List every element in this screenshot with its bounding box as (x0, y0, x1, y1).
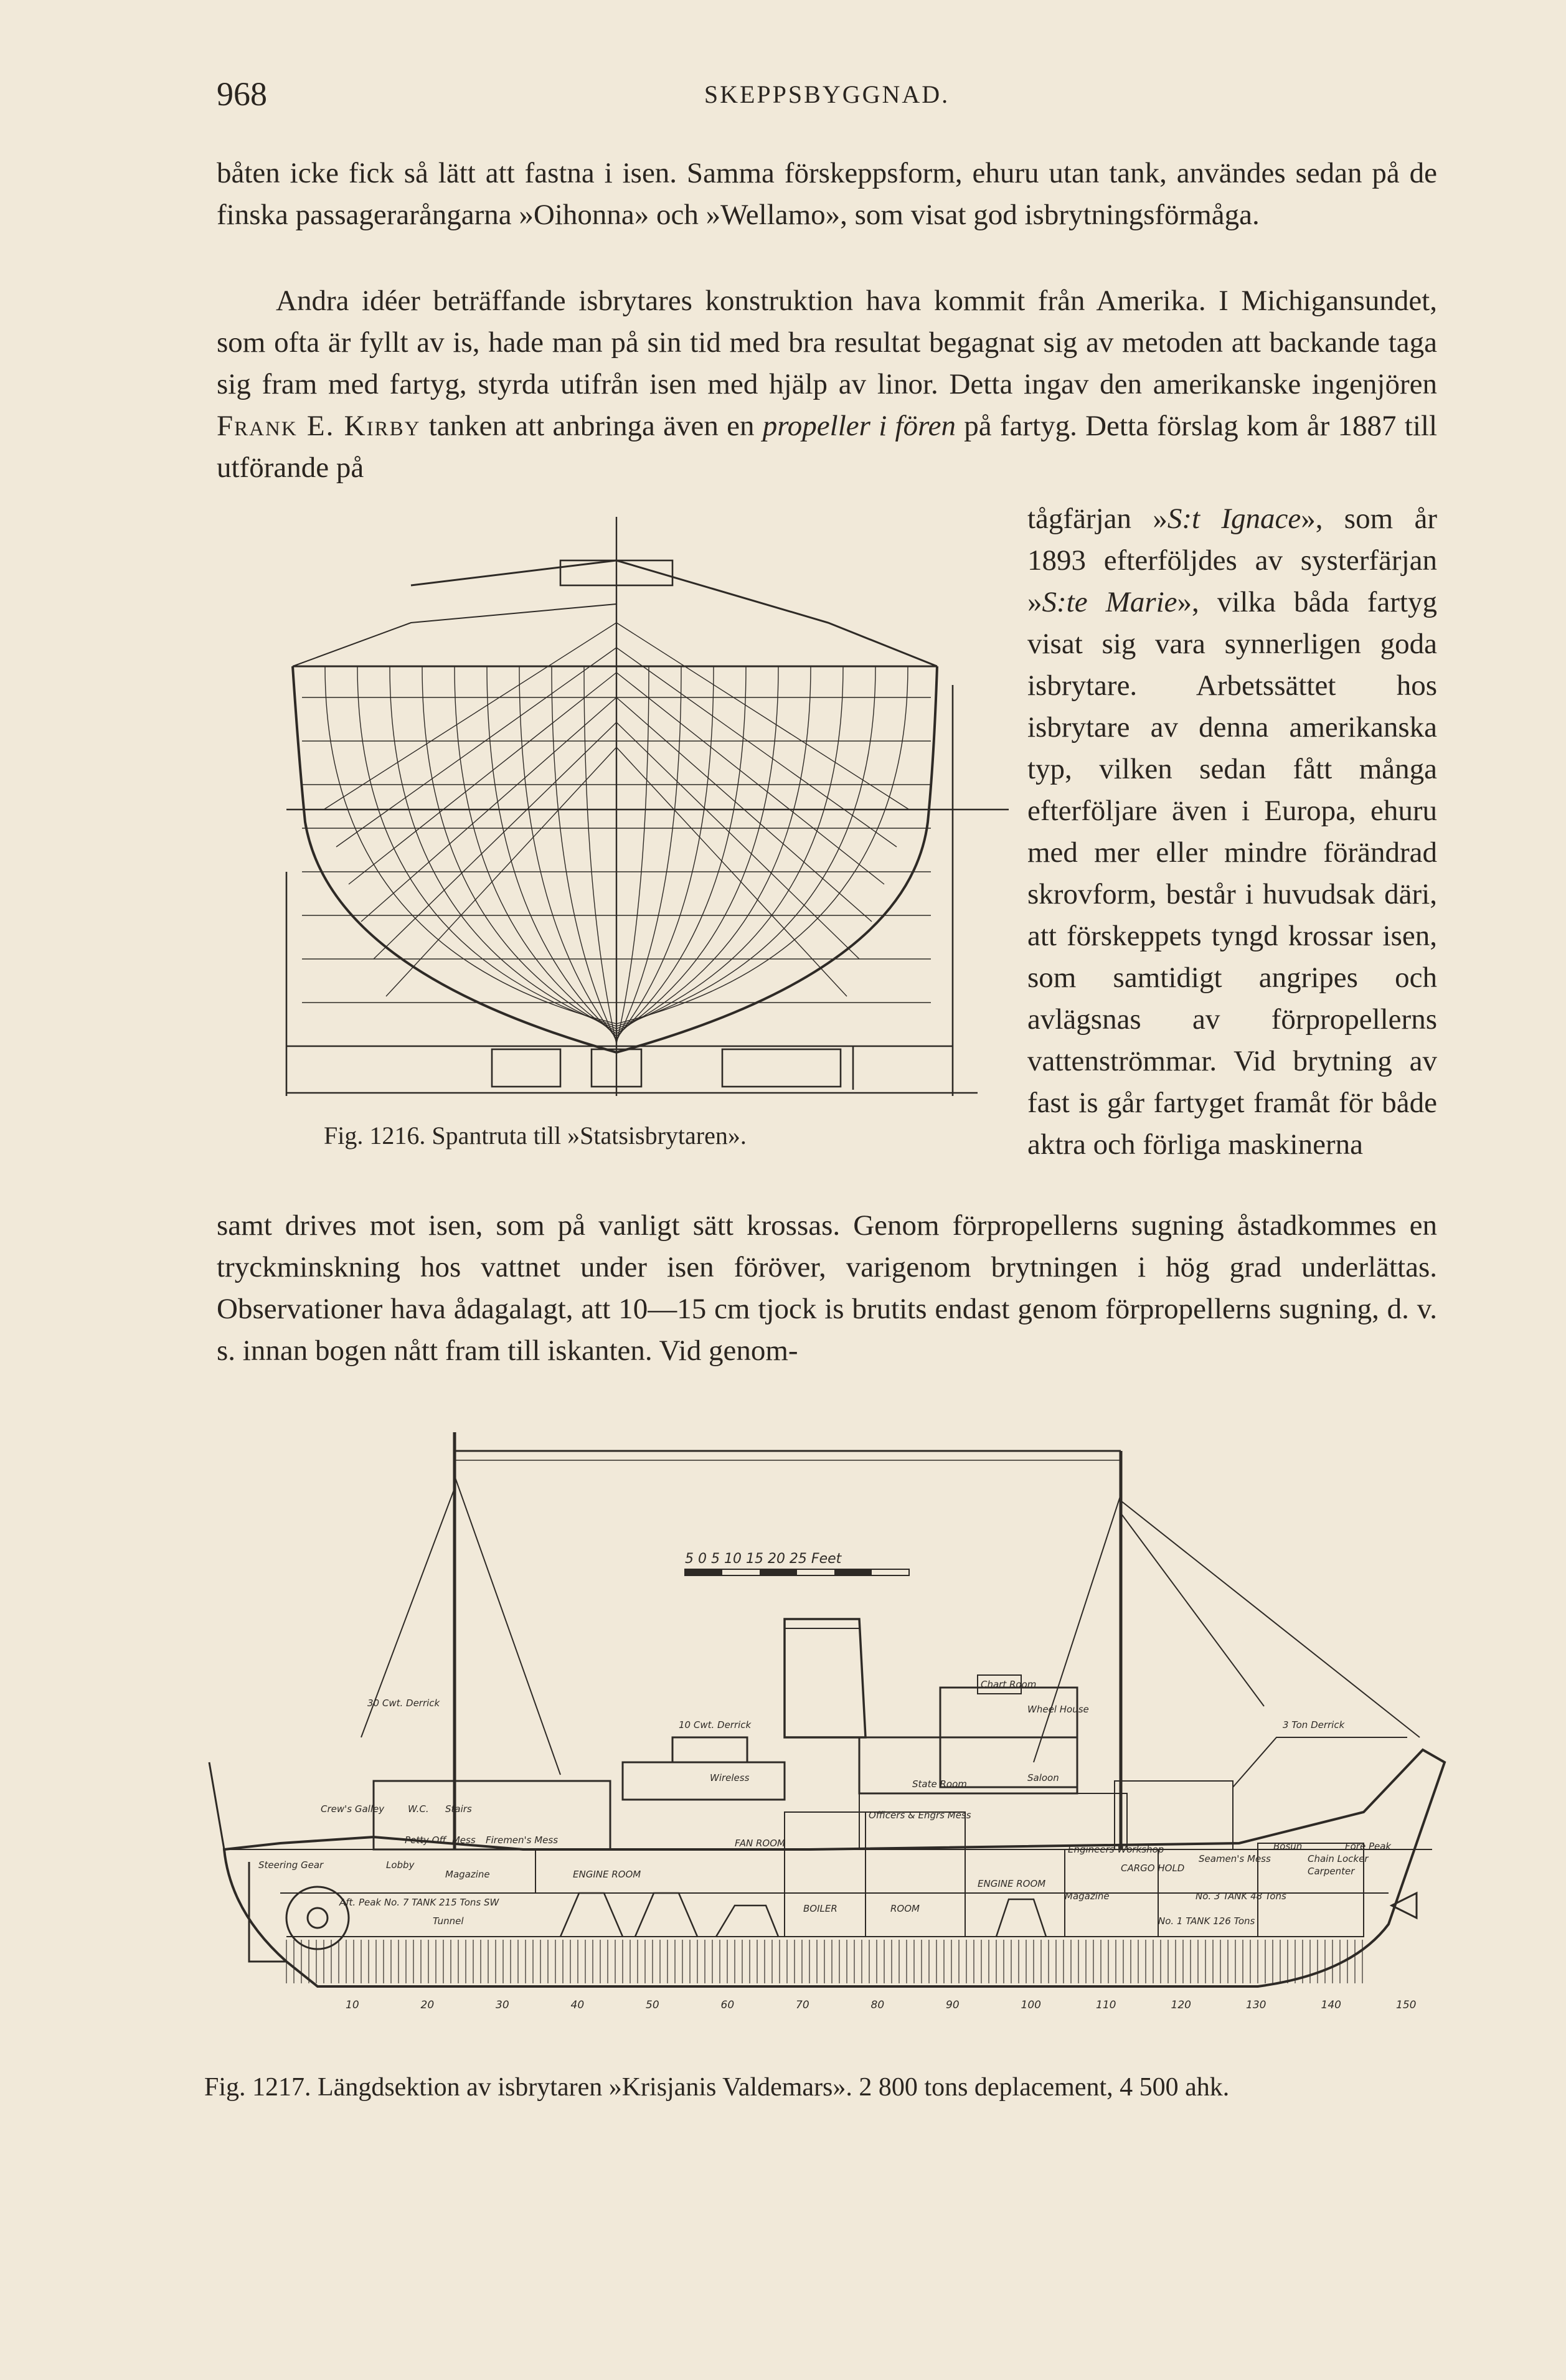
label-crews-galley: Crew's Galley (321, 1803, 385, 1815)
paragraph-3-text-a: tågfärjan » (1027, 503, 1167, 535)
label-carpenter: Carpenter (1308, 1866, 1355, 1877)
frame-number: 70 (796, 1999, 809, 2011)
label-stairs: Stairs (445, 1803, 472, 1815)
label-steering-gear: Steering Gear (258, 1859, 324, 1871)
ship-name-st-ignace: S:t Ignace (1167, 503, 1301, 535)
label-cargo-hold: CARGO HOLD (1121, 1863, 1185, 1874)
frame-number: 80 (870, 1999, 885, 2011)
label-engine-room-fwd: ENGINE ROOM (978, 1878, 1046, 1889)
bodyplan-frame-line (616, 666, 714, 1039)
frame-number: 50 (646, 1999, 659, 2011)
paragraph-2-text-b: tanken att anbringa även en (420, 410, 763, 442)
bodyplan-frame-line (616, 666, 811, 1031)
label-fan-room: FAN ROOM (735, 1838, 785, 1849)
scale-bar (685, 1551, 909, 1575)
bodyplan-frame-line (616, 666, 681, 1041)
label-chart-room: Chart Room (981, 1679, 1037, 1690)
scale-bar-label: 5 0 5 10 15 20 25 Feet (685, 1551, 842, 1567)
bodyplan-frame-line (519, 666, 616, 1039)
frame-number: 130 (1246, 1999, 1266, 2011)
frame-number: 30 (496, 1999, 509, 2011)
label-firemens-mess: Firemen's Mess (486, 1835, 559, 1846)
figure-1216-caption: Fig. 1216. Spantruta till »Statsisbrytaren». (324, 1122, 747, 1150)
paragraph-3-text-c: », vilka båda fartyg visat sig vara synnerligen goda isbrytare. Arbetssättet hos isbrytare av denna amerikanska typ, vilken sedan fått många efterföljare även i Europa, ehuru med mer eller mindre förändrad skrovform, består i huvudsak däri, att förskeppets tyngd krossar isen, som samtidigt angripes och avlägsnas av förpropellerns vattenströmmar. Vid brytning av fast is går fartyget framåt för både aktra och förliga maskinerna (1027, 586, 1437, 1161)
bodyplan-frame-line (422, 666, 616, 1031)
paragraph-2-text-c: på fartyg. Detta förslag kom år 1887 till utförande på (217, 410, 1438, 484)
label-tunnel: Tunnel (433, 1915, 464, 1927)
bodyplan-frame-line (616, 666, 746, 1036)
label-petty-officers-mess: Petty Off. Mess (405, 1835, 476, 1846)
label-magazine-aft: Magazine (445, 1869, 490, 1880)
bodyplan-diagonal (336, 648, 616, 847)
bodyplan-frame-line (616, 666, 649, 1044)
frame-number: 90 (946, 1999, 960, 2011)
bodyplan-frame-line (584, 666, 616, 1044)
label-derrick-30: 30 Cwt. Derrick (367, 1698, 440, 1709)
label-saloon: Saloon (1027, 1772, 1059, 1783)
label-wc: W.C. (408, 1803, 429, 1815)
bodyplan-diagonal (616, 722, 859, 959)
paragraph-3-column (1027, 498, 1437, 1166)
paragraph-4: samt drives mot isen, som på vanligt sätt krossas. Genom förpropellerns sugning åstadkommes en tryckminskning hos vattnet under isen föröver, varigenom brytningen i hög grad underlättas. Observationer hava ådagalagt, att 10—15 cm tjock is brutits endast genom förpropellerns sugning, d. v. s. innan bogen nått fram till iskanten. Vid genom- (217, 1209, 1437, 1367)
frame-number: 40 (570, 1999, 585, 2011)
label-boiler: BOILER (803, 1903, 837, 1914)
label-engine-room-aft: ENGINE ROOM (573, 1869, 641, 1880)
frame-number: 100 (1021, 1999, 1041, 2011)
label-tank-no3: No. 3 TANK 48 Tons (1196, 1891, 1286, 1902)
frame-number: 60 (720, 1999, 735, 2011)
frame-number: 110 (1096, 1999, 1116, 2011)
paragraph-3-text-b: », som år 1893 efterföljdes av systerfärjan » (1027, 503, 1437, 618)
paragraph-2-text-a: Andra idéer beträffande isbrytares konstruktion hava kommit från Amerika. I Michigansundet, som ofta är fyllt av is, hade man på sin tid med bra resultat begagnat sig av metoden att backande taga sig fram med fartyg, styrda utifrån isen med hjälp av linor. Detta ingav den amerikanske ingenjören (217, 285, 1437, 400)
label-lobby: Lobby (386, 1859, 415, 1871)
bodyplan-diagonal (616, 648, 897, 847)
bodyplan-diagonal (616, 623, 909, 810)
person-name: Frank E. Kirby (217, 410, 421, 442)
label-seamens-mess: Seamen's Mess (1199, 1853, 1271, 1864)
label-chain-locker: Chain Locker (1308, 1853, 1369, 1864)
bodyplan-diagonal (374, 722, 616, 959)
label-magazine-fwd: Magazine (1065, 1891, 1110, 1902)
frame-number: 20 (420, 1999, 435, 2011)
label-aft-peak-tank: Aft. Peak No. 7 TANK 215 Tons SW (339, 1897, 499, 1908)
label-tank-no1: No. 1 TANK 126 Tons (1158, 1915, 1255, 1927)
bodyplan-frame-line (487, 666, 616, 1036)
label-fore-peak: Fore Peak (1345, 1841, 1392, 1852)
label-wheel-house: Wheel House (1027, 1704, 1089, 1715)
frame-number: 140 (1321, 1999, 1341, 2011)
frame-number: 10 (346, 1999, 359, 2011)
label-state-room: State Room (912, 1778, 967, 1790)
label-engineers-workshop: Engineers Workshop (1068, 1844, 1164, 1855)
label-wireless: Wireless (710, 1772, 750, 1783)
bodyplan-frame-line (616, 666, 908, 1024)
frame-number: 120 (1171, 1999, 1191, 2011)
figure-1217-longitudinal-section (187, 1414, 1482, 2074)
bodyplan-diagonal (324, 623, 616, 810)
label-bosun: Bosun (1273, 1841, 1303, 1852)
frame-number: 150 (1396, 1999, 1417, 2011)
emphasis-propeller: propeller i fören (762, 410, 956, 442)
figure-1217-caption: Fig. 1217. Längdsektion av isbrytaren »Krisjanis Valdemars». 2 800 tons deplacement, 4 500 ahk. (204, 2073, 1230, 2102)
bodyplan-frame-line (552, 666, 616, 1041)
label-derrick-10: 10 Cwt. Derrick (679, 1719, 752, 1731)
paragraph-2 (217, 280, 1437, 489)
page-number: 968 (217, 75, 267, 113)
running-title: SKEPPSBYGGNAD. (704, 80, 950, 108)
paragraph-1: båten icke fick så lätt att fastna i isen. Samma förskeppsform, ehuru utan tank, användes sedan på de finska passagerarångarna »Oihonna» och »Wellamo», som visat god isbrytningsförmåga. (217, 157, 1437, 231)
label-derrick-3: 3 Ton Derrick (1283, 1719, 1345, 1731)
bodyplan-frame-line (325, 666, 616, 1024)
page-header (217, 75, 1437, 125)
label-officers-mess: Officers & Engrs Mess (869, 1810, 971, 1821)
ship-name-ste-marie: S:te Marie (1042, 586, 1177, 618)
figure-1216-body-plan (205, 498, 990, 1108)
label-room: ROOM (890, 1903, 920, 1914)
